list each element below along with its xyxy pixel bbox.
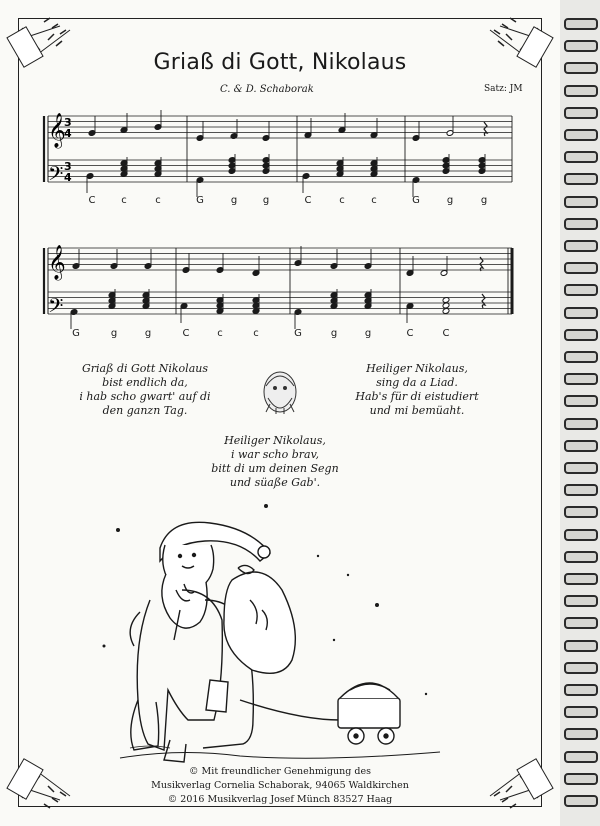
bass-clef-2: 𝄢: [48, 294, 64, 322]
time-sig-top-treble: 3: [64, 116, 72, 129]
chord-label: C: [442, 328, 450, 339]
chord-label: C: [88, 195, 96, 206]
credit-line-2: Musikverlag Cornelia Schaborak, 94065 Waldkirchen: [151, 780, 409, 791]
snowflake: [425, 693, 427, 695]
santa-illustration: [120, 522, 440, 762]
arranger-credit: Satz: JM: [484, 84, 523, 94]
spiral-coil: [564, 40, 598, 52]
chord-label: c: [121, 195, 127, 206]
chord-label: G: [72, 328, 80, 339]
spiral-coil: [564, 484, 598, 496]
spiral-coil: [564, 107, 598, 119]
verse-left: [70, 362, 220, 418]
chord-label: g: [364, 328, 372, 339]
corner-ornament-bottom-right: [490, 759, 553, 808]
spiral-coil: [564, 18, 598, 30]
spiral-coil: [564, 218, 598, 230]
spiral-coil: [564, 85, 598, 97]
spiral-coil: [564, 418, 598, 430]
verse-line: Hab's für di eistudiert: [355, 390, 479, 403]
time-sig-bottom-treble: 4: [64, 127, 72, 140]
chord-label: G: [196, 195, 204, 206]
spiral-binding: [560, 0, 600, 826]
spiral-coil: [564, 595, 598, 607]
chord-label: c: [339, 195, 345, 206]
spiral-coil: [564, 640, 598, 652]
chord-label: c: [371, 195, 377, 206]
spiral-coil: [564, 506, 598, 518]
chord-label: g: [110, 328, 118, 339]
corner-ornament-bottom-left: [7, 759, 70, 808]
spiral-coil: [564, 706, 598, 718]
song-title: Griaß di Gott, Nikolaus: [153, 50, 407, 75]
chord-label: g: [330, 328, 338, 339]
spiral-coil: [564, 773, 598, 785]
corner-ornament-top-right: [490, 18, 553, 67]
chord-label: g: [262, 195, 270, 206]
time-sig-bottom-bass: 4: [64, 171, 72, 184]
spiral-coil: [564, 662, 598, 674]
spiral-coil: [564, 351, 598, 363]
snowflake: [347, 574, 349, 576]
nikolaus-portrait-icon: [264, 372, 296, 414]
spiral-coil: [564, 617, 598, 629]
spiral-coil: [564, 751, 598, 763]
verse-line: und süaße Gab'.: [229, 476, 321, 489]
spiral-coil: [564, 462, 598, 474]
chord-label: c: [217, 328, 223, 339]
spiral-coil: [564, 262, 598, 274]
verse-line: i war scho brav,: [230, 448, 320, 461]
spiral-coil: [564, 173, 598, 185]
snowflake: [375, 603, 379, 607]
spiral-coil: [564, 795, 598, 807]
chord-label: C: [182, 328, 190, 339]
verse-line: Griaß di Gott Nikolaus: [81, 362, 208, 375]
staff-systems: [44, 110, 512, 329]
snowflake: [116, 528, 120, 532]
chord-label: g: [480, 195, 488, 206]
treble-clef-2: 𝄞: [48, 245, 66, 280]
corner-ornament-top-left: [7, 18, 70, 67]
spiral-coil: [564, 395, 598, 407]
spiral-coil: [564, 728, 598, 740]
quarter-rest: [484, 122, 487, 136]
snowflake: [317, 555, 319, 557]
quarter-rest: [482, 294, 485, 308]
verse-line: und mi bemüaht.: [369, 404, 465, 417]
spiral-coil: [564, 196, 598, 208]
spiral-coil: [564, 684, 598, 696]
chord-label: g: [446, 195, 454, 206]
snowflake: [264, 504, 268, 508]
verse-line: i hab scho gwart' auf di: [79, 390, 211, 403]
spiral-coil: [564, 551, 598, 563]
credit-line-1: © Mit freundlicher Genehmigung des: [189, 766, 371, 777]
spiral-coil: [564, 307, 598, 319]
verse-line: sing da a Liad.: [376, 376, 458, 389]
verse-line: bitt di um deinen Segn: [211, 462, 339, 475]
spiral-coil: [564, 573, 598, 585]
chord-label: C: [406, 328, 414, 339]
chord-label: G: [412, 195, 420, 206]
chord-label: C: [304, 195, 312, 206]
composer-credit: C. & D. Schaborak: [220, 84, 314, 95]
chord-label: c: [155, 195, 161, 206]
spiral-coil: [564, 440, 598, 452]
treble-clef-1: 𝄞: [48, 113, 66, 148]
spiral-coil: [564, 329, 598, 341]
verse-line: Heiliger Nikolaus,: [366, 362, 468, 375]
chord-label: g: [230, 195, 238, 206]
spiral-coil: [564, 240, 598, 252]
time-sig-top-bass: 3: [64, 160, 72, 173]
spiral-coil: [564, 373, 598, 385]
spiral-coil: [564, 129, 598, 141]
copyright-credits: [150, 765, 410, 807]
snowflake: [333, 639, 335, 641]
spiral-coil: [564, 62, 598, 74]
verse-line: bist endlich da,: [102, 376, 188, 389]
spiral-coil: [564, 151, 598, 163]
verse-line: den ganzn Tag.: [102, 404, 188, 417]
chord-label: c: [253, 328, 259, 339]
spiral-coil: [564, 529, 598, 541]
verse-right: [342, 362, 492, 418]
verse-center: [200, 434, 350, 490]
chord-label: g: [144, 328, 152, 339]
bass-clef-1: 𝄢: [48, 162, 64, 190]
credit-line-3: © 2016 Musikverlag Josef Münch 83527 Haag: [167, 794, 393, 805]
spiral-coil: [564, 284, 598, 296]
chord-label: G: [294, 328, 302, 339]
snowflake: [103, 645, 106, 648]
verse-line: Heiliger Nikolaus,: [224, 434, 326, 447]
